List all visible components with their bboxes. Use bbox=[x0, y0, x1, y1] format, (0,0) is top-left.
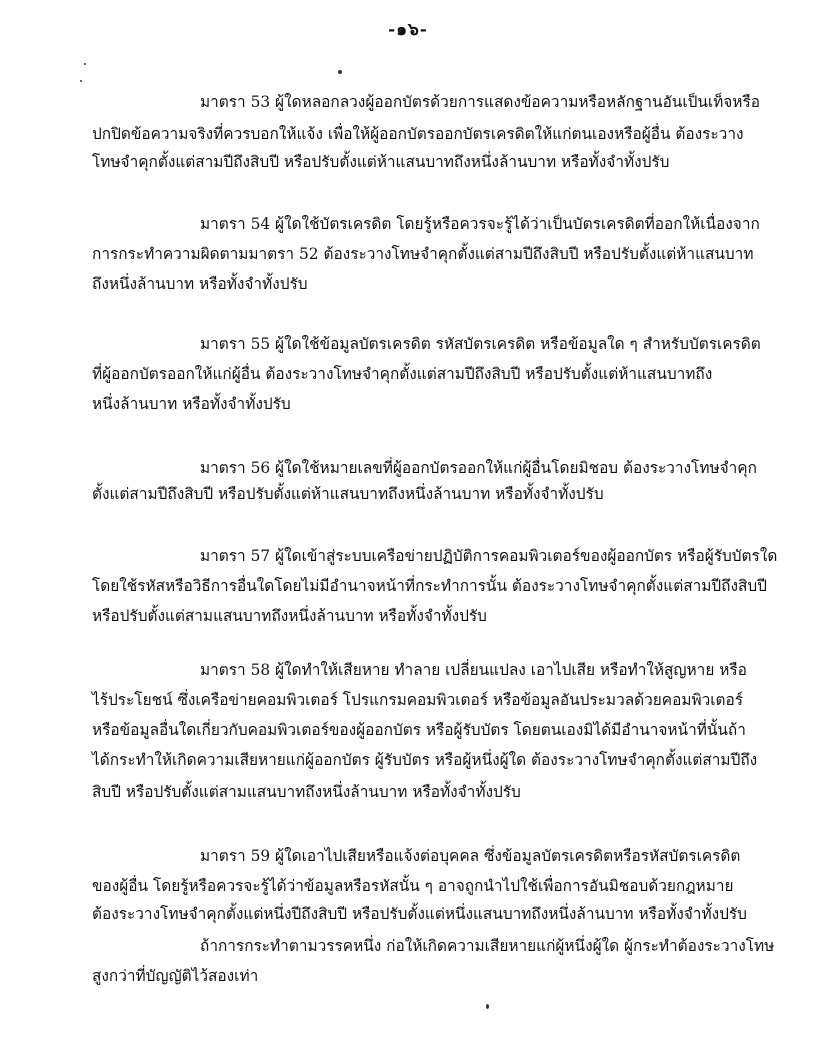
section-54-line-1: มาตรา 54 ผู้ใดใช้บัตรเครดิต โดยรู้หรือควรจะรู้ได้ว่าเป็นบัตรเครดิตที่ออกให้เนื่องจาก bbox=[200, 215, 760, 233]
section-58-line-4: ได้กระทำให้เกิดความเสียหายแก่ผู้ออกบัตร ผู้รับบัตร หรือผู้หนึ่งผู้ใด ต้องระวางโทษจำคุกตั้งแต่สามปีถึง bbox=[92, 751, 758, 769]
section-55-line-3: หนึ่งล้านบาท หรือทั้งจำทั้งปรับ bbox=[92, 395, 291, 413]
section-56-line-2: ตั้งแต่สามปีถึงสิบปี หรือปรับตั้งแต่ห้าแสนบาทถึงหนึ่งล้านบาท หรือทั้งจำทั้งปรับ bbox=[92, 485, 604, 503]
section-59-line-3: ต้องระวางโทษจำคุกตั้งแต่หนึ่งปีถึงสิบปี หรือปรับตั้งแต่หนึ่งแสนบาทถึงหนึ่งล้านบาท หรือทั้งจำทั้งปรับ bbox=[92, 905, 747, 923]
section-53-line-1: มาตรา 53 ผู้ใดหลอกลวงผู้ออกบัตรด้วยการแสดงข้อความหรือหลักฐานอันเป็นเท็จหรือ bbox=[200, 93, 760, 111]
scan-speck bbox=[338, 70, 342, 74]
section-57-line-2: โดยใช้รหัสหรือวิธีการอื่นใดโดยไม่มีอำนาจหน้าที่กระทำการนั้น ต้องระวางโทษจำคุกตั้งแต่สามปีถึงสิบปี bbox=[92, 577, 767, 595]
section-59-line-5: สูงกว่าที่บัญญัติไว้สองเท่า bbox=[92, 967, 259, 985]
section-56-line-1: มาตรา 56 ผู้ใดใช้หมายเลขที่ผู้ออกบัตรออกให้แก่ผู้อื่นโดยมิชอบ ต้องระวางโทษจำคุก bbox=[200, 459, 757, 477]
scan-speck bbox=[486, 1004, 489, 1009]
scan-speck bbox=[84, 63, 86, 65]
section-54-line-3: ถึงหนึ่งล้านบาท หรือทั้งจำทั้งปรับ bbox=[92, 275, 308, 293]
section-58-line-1: มาตรา 58 ผู้ใดทำให้เสียหาย ทำลาย เปลี่ยนแปลง เอาไปเสีย หรือทำให้สูญหาย หรือ bbox=[200, 661, 747, 679]
section-53-line-3: โทษจำคุกตั้งแต่สามปีถึงสิบปี หรือปรับตั้งแต่ห้าแสนบาทถึงหนึ่งล้านบาท หรือทั้งจำทั้งปรับ bbox=[92, 153, 670, 171]
section-58-line-5: สิบปี หรือปรับตั้งแต่สามแสนบาทถึงหนึ่งล้านบาท หรือทั้งจำทั้งปรับ bbox=[92, 783, 521, 801]
section-58-line-3: หรือข้อมูลอื่นใดเกี่ยวกับคอมพิวเตอร์ของผู้ออกบัตร หรือผู้รับบัตร โดยตนเองมิได้มีอำนาจหน้าที่นั้นถ้า bbox=[92, 721, 746, 739]
section-59-line-1: มาตรา 59 ผู้ใดเอาไปเสียหรือแจ้งต่อบุคคล ซึ่งข้อมูลบัตรเครดิตหรือรหัสบัตรเครดิต bbox=[200, 847, 741, 865]
section-57-line-3: หรือปรับตั้งแต่สามแสนบาทถึงหนึ่งล้านบาท หรือทั้งจำทั้งปรับ bbox=[92, 607, 487, 625]
section-59-line-2: ของผู้อื่น โดยรู้หรือควรจะรู้ได้ว่าข้อมูลหรือรหัสนั้น ๆ อาจถูกนำไปใช้เพื่อการอันมิชอบด้วยกฎหมาย bbox=[92, 877, 734, 895]
section-59-line-4: ถ้าการกระทำตามวรรคหนึ่ง ก่อให้เกิดความเสียหายแก่ผู้หนึ่งผู้ใด ผู้กระทำต้องระวางโทษ bbox=[200, 937, 775, 955]
scan-speck bbox=[80, 80, 82, 82]
section-57-line-1: มาตรา 57 ผู้ใดเข้าสู่ระบบเครือข่ายปฏิบัติการคอมพิวเตอร์ของผู้ออกบัตร หรือผู้รับบัตรใด bbox=[200, 547, 778, 565]
section-53-line-2: ปกปิดข้อความจริงที่ควรบอกให้แจ้ง เพื่อให้ผู้ออกบัตรออกบัตรเครดิตให้แก่ตนเองหรือผู้อื่น ต้องระวาง bbox=[92, 125, 744, 143]
section-55-line-2: ที่ผู้ออกบัตรออกให้แก่ผู้อื่น ต้องระวางโทษจำคุกตั้งแต่สามปีถึงสิบปี หรือปรับตั้งแต่ห้าแสนบาทถึง bbox=[92, 365, 713, 383]
page-number: -๑๖- bbox=[388, 20, 428, 40]
section-58-line-2: ไร้ประโยชน์ ซึ่งเครือข่ายคอมพิวเตอร์ โปรแกรมคอมพิวเตอร์ หรือข้อมูลอันประมวลด้วยคอมพิวเตอร์ bbox=[92, 691, 744, 709]
section-55-line-1: มาตรา 55 ผู้ใดใช้ข้อมูลบัตรเครดิต รหัสบัตรเครดิต หรือข้อมูลใด ๆ สำหรับบัตรเครดิต bbox=[200, 335, 761, 353]
section-54-line-2: การกระทำความผิดตามมาตรา 52 ต้องระวางโทษจำคุกตั้งแต่สามปีถึงสิบปี หรือปรับตั้งแต่ห้าแสนบาท bbox=[92, 245, 754, 263]
